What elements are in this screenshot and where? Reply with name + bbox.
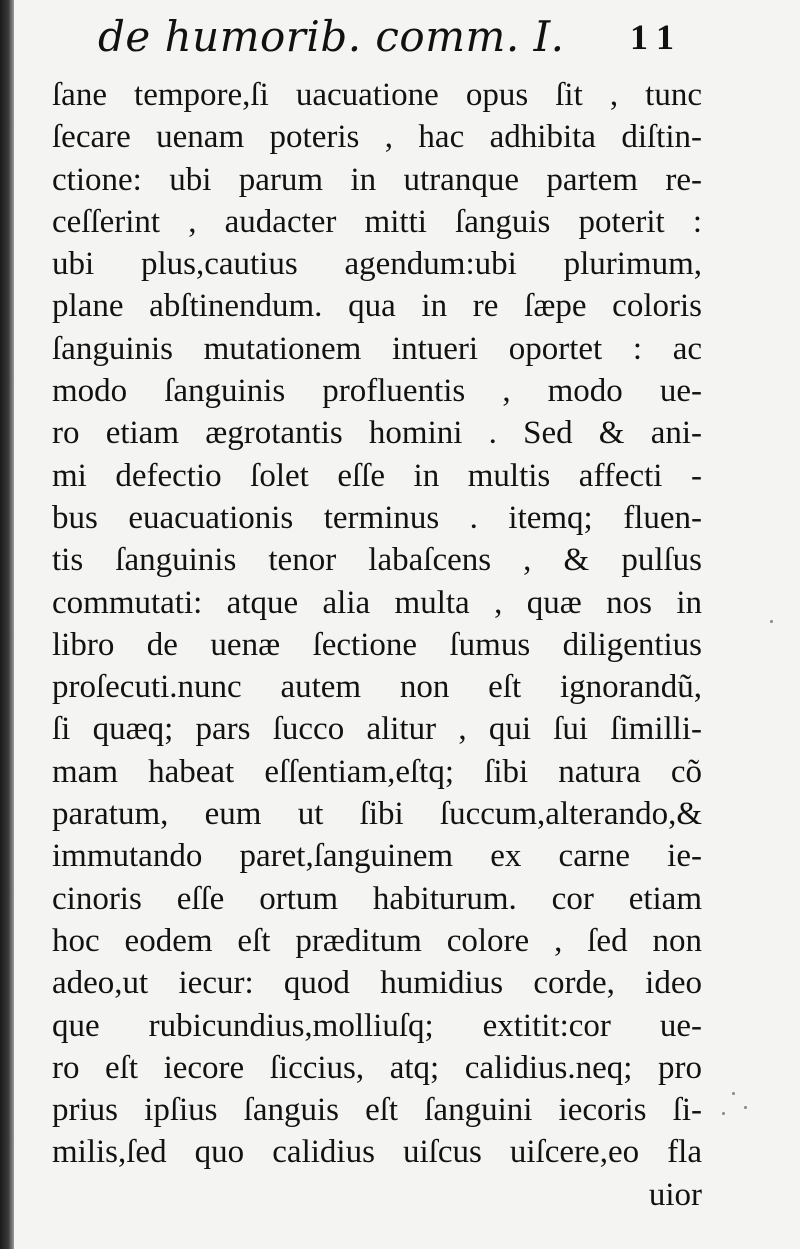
text-line: commutati: atque alia multa , quæ nos in	[52, 584, 702, 621]
text-line: paratum, eum ut ſibi ſuccum,alterando,&	[52, 796, 702, 833]
text-line: modo ſanguinis profluentis , modo ue-	[52, 373, 702, 410]
text-line: ſane tempore,ſi uacuatione opus ſit , tunc	[52, 77, 702, 113]
body-text	[52, 74, 702, 1216]
ink-speck	[770, 620, 773, 623]
text-line: ro eſt iecore ſiccius, atq; calidius.neq; pro	[52, 1049, 702, 1086]
text-line: hoc eodem eſt præditum colore , ſed non	[52, 922, 702, 959]
text-line: ceſſerint , audacter mitti ſanguis poterit :	[52, 203, 702, 240]
page-header	[98, 12, 698, 72]
ink-speck	[744, 1106, 747, 1109]
ink-speck	[722, 1112, 725, 1115]
text-line: mi defectio ſolet eſſe in multis affecti -	[52, 457, 702, 494]
text-line: tis ſanguinis tenor labaſcens , & pulſus	[52, 542, 702, 579]
text-line: bus euacuationis terminus . itemq; fluen-	[52, 499, 702, 536]
running-head: de humorib. comm. I.	[98, 12, 565, 61]
text-line: proſecuti.nunc autem non eſt ignorandũ,	[52, 669, 702, 706]
text-line: immutando paret,ſanguinem ex carne ie-	[52, 838, 702, 875]
text-line: ſanguinis mutationem intueri oportet : ac	[52, 330, 702, 367]
catchword: uior	[648, 1176, 702, 1213]
text-line: ctione: ubi parum in utranque partem re-	[52, 161, 702, 198]
text-line: ſi quæq; pars ſucco alitur , qui ſui ſimilli-	[52, 711, 702, 748]
text-line: plane abſtinendum. qua in re ſæpe coloris	[52, 288, 702, 325]
ink-speck	[732, 1092, 735, 1095]
text-line: ſecare uenam poteris , hac adhibita diſtin-	[52, 119, 702, 156]
scan-binding-edge	[0, 0, 14, 1249]
text-line: adeo,ut iecur: quod humidius corde, ideo	[52, 965, 702, 1002]
text-line: que rubicundius,molliuſq; extitit:cor ue-	[52, 1007, 702, 1044]
text-line: libro de uenæ ſectione ſumus diligentius	[52, 626, 702, 663]
text-line: mam habeat eſſentiam,eſtq; ſibi natura cõ	[52, 753, 702, 790]
text-line: prius ipſius ſanguis eſt ſanguini iecoris ſi-	[52, 1092, 702, 1129]
text-line: milis,ſed quo calidius uiſcus uiſcere,eo fla	[52, 1134, 702, 1171]
text-line: cinoris eſſe ortum habiturum. cor etiam	[52, 880, 702, 917]
text-line: ubi plus,cautius agendum:ubi plurimum,	[52, 246, 702, 283]
page-number: 11	[629, 17, 684, 57]
text-line: ro etiam ægrotantis homini . Sed & ani-	[52, 415, 702, 452]
